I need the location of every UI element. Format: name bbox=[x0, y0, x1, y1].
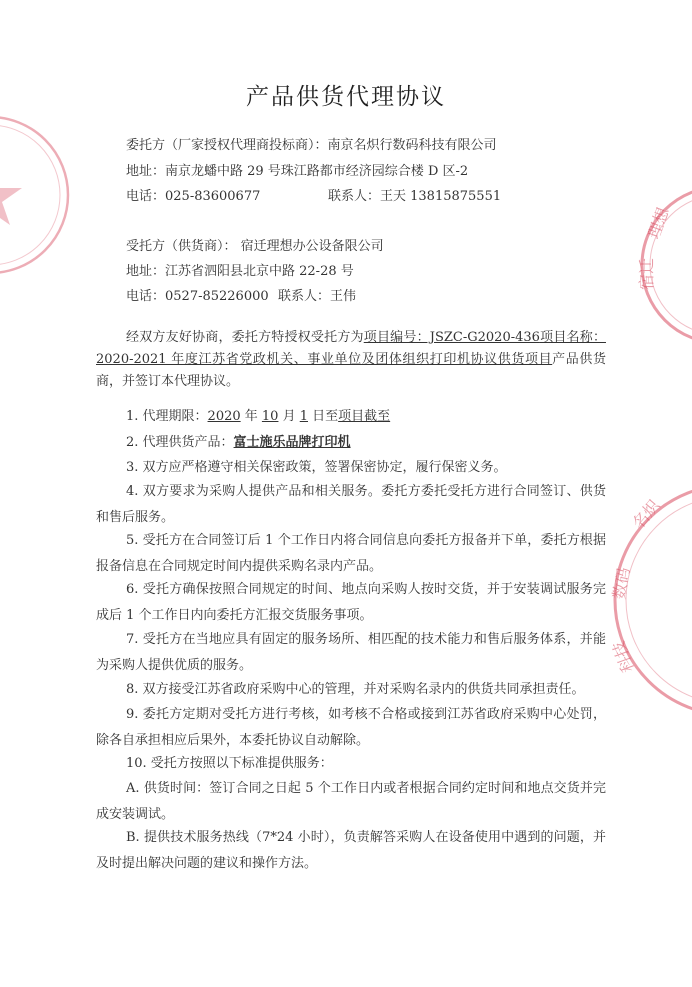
clause-1-day: 1 bbox=[299, 409, 308, 424]
clause-6: 6. 受托方确保按照合同规定的时间、地点向采购人按时交货，并于安装调试服务完成后 1 个工作日内向委托方汇报交货服务事项。 bbox=[96, 582, 606, 623]
principal-contact: 联系人：王天 13815875551 bbox=[328, 189, 502, 204]
clause-4: 4. 双方要求为采购人提供产品和相关服务。委托方委托受托方进行合同签订、供货和售后服务。 bbox=[96, 484, 606, 525]
project-name: 项目名称：2020-2021 年度江苏省党政机关、事业单位及团体组织打印机协议供货项目 bbox=[96, 330, 606, 367]
svg-text:理想: 理想 bbox=[643, 204, 673, 242]
intro-post: 产品供货商，并签订本代理协议。 bbox=[96, 352, 606, 389]
clause-b: B. 提供技术服务热线（7*24 小时），负责解答采购人在设备使用中遇到的问题，并及时提出解决问题的建议和操作方法。 bbox=[96, 830, 606, 871]
clause-1-end: 项目截至 bbox=[338, 409, 391, 424]
right-seal-stamp-top bbox=[630, 180, 692, 350]
svg-text:名炽: 名炽 bbox=[628, 495, 664, 533]
principal-name: 委托方（厂家授权代理商投标商）：南京名炽行数码科技有限公司 bbox=[126, 138, 497, 153]
right-seal-stamp-bottom bbox=[600, 470, 692, 730]
agent-phone: 电话：0527-85226000 bbox=[126, 289, 269, 304]
intro-pre: 经双方友好协商，委托方特授权受托方为 bbox=[126, 330, 364, 345]
clause-9: 9. 委托方定期对受托方进行考核，如考核不合格或接到江苏省政府采购中心处罚，除各自承担相应后果外，本委托协议自动解除。 bbox=[96, 707, 606, 748]
clause-8: 8. 双方接受江苏省政府采购中心的管理，并对采购名录内的供货共同承担责任。 bbox=[126, 682, 585, 697]
clause-2 bbox=[126, 434, 351, 452]
clause-1-month-unit: 月 bbox=[278, 409, 300, 424]
clause-1-year: 2020 bbox=[207, 409, 241, 424]
clause-1-prefix: 1. 代理期限： bbox=[126, 409, 208, 424]
principal-phone: 电话：025-83600677 bbox=[126, 189, 261, 204]
agent-name: 受托方（供货商）： 宿迁理想办公设备限公司 bbox=[126, 239, 384, 254]
clause-7: 7. 受托方在当地应具有固定的服务场所、相匹配的技术能力和售后服务体系，并能为采购人提供优质的服务。 bbox=[96, 632, 606, 673]
clause-1-year-unit: 年 bbox=[240, 409, 262, 424]
svg-text:数码: 数码 bbox=[609, 565, 634, 601]
clause-1-month: 10 bbox=[261, 409, 279, 424]
intro-paragraph bbox=[96, 327, 606, 393]
clause-1-day-unit: 日至 bbox=[308, 409, 339, 424]
agent-address: 地址：江苏省泗阳县北京中路 22-28 号 bbox=[126, 264, 354, 279]
clause-3: 3. 双方应严格遵守相关保密政策，签署保密协定，履行保密义务。 bbox=[126, 460, 507, 475]
clause-2-prefix: 2. 代理供货产品： bbox=[126, 435, 234, 450]
clause-10: 10. 受托方按照以下标准提供服务： bbox=[126, 756, 333, 771]
left-seal-stamp bbox=[0, 110, 90, 280]
agent-contact: 联系人：王伟 bbox=[278, 289, 357, 304]
clause-a: A. 供货时间：签订合同之日起 5 个工作日内或者根据合同约定时间和地点交货并完成安装调试。 bbox=[96, 781, 606, 822]
document-title: 产品供货代理协议 bbox=[246, 84, 446, 110]
svg-text:宿迁: 宿迁 bbox=[637, 257, 656, 290]
principal-address: 地址：南京龙蟠中路 29 号珠江路都市经济园综合楼 D 区-2 bbox=[126, 164, 469, 179]
clause-1 bbox=[126, 408, 390, 426]
clause-5: 5. 受托方在合同签订后 1 个工作日内将合同信息向委托方报备并下单，委托方根据报备信息在合同规定时间内提供采购名录内产品。 bbox=[96, 533, 606, 574]
clause-2-product: 富士施乐品牌打印机 bbox=[233, 435, 351, 450]
project-number: 项目编号：JSZC-G2020-436 bbox=[363, 330, 540, 345]
svg-text:科技: 科技 bbox=[608, 638, 638, 676]
